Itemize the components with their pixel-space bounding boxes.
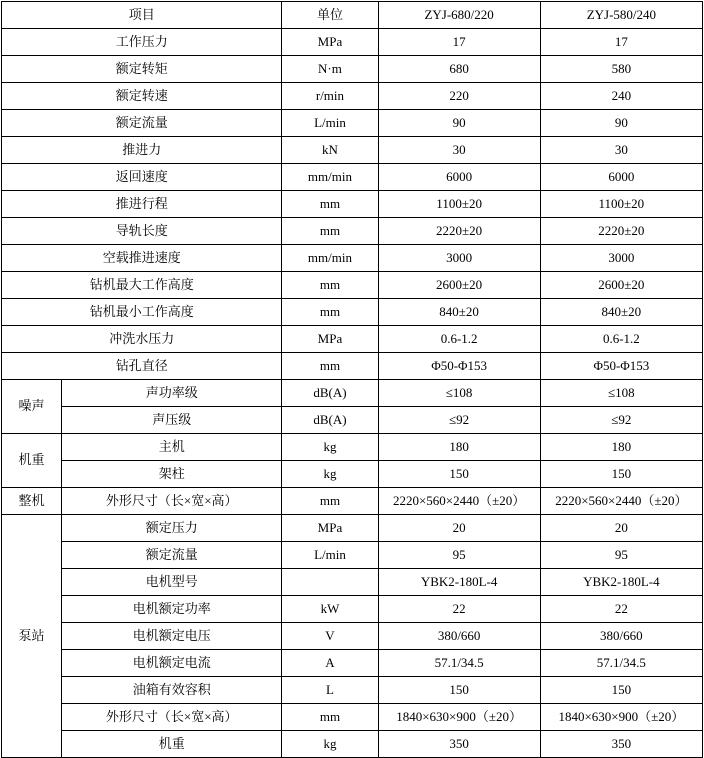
- unit-cell: kg: [282, 461, 378, 488]
- table-row: [2, 164, 703, 191]
- table-row: [2, 569, 703, 596]
- value-cell-model-1: 2220±20: [378, 218, 540, 245]
- item-cell: 导轨长度: [2, 218, 282, 245]
- unit-cell: kg: [282, 434, 378, 461]
- table-row: [2, 434, 703, 461]
- value-cell-model-2: 6000: [540, 164, 702, 191]
- table-row: [2, 596, 703, 623]
- table-row: [2, 218, 703, 245]
- table-row: [2, 56, 703, 83]
- unit-cell: mm: [282, 488, 378, 515]
- value-cell-model-2: 30: [540, 137, 702, 164]
- value-cell-model-1: Φ50-Φ153: [378, 353, 540, 380]
- value-cell-model-1: 2600±20: [378, 272, 540, 299]
- table-row: [2, 461, 703, 488]
- item-cell: 返回速度: [2, 164, 282, 191]
- value-cell-model-1: YBK2-180L-4: [378, 569, 540, 596]
- group-label-cell: 机重: [2, 434, 62, 488]
- value-cell-model-1: 22: [378, 596, 540, 623]
- table-row: [2, 326, 703, 353]
- item-cell: 电机额定电流: [62, 650, 282, 677]
- unit-cell: mm: [282, 704, 378, 731]
- table-row: [2, 110, 703, 137]
- item-cell: 声功率级: [62, 380, 282, 407]
- table-header-row: [2, 2, 703, 29]
- unit-cell: 单位: [282, 2, 378, 29]
- item-cell: 额定转矩: [2, 56, 282, 83]
- value-cell-model-2: 17: [540, 29, 702, 56]
- item-cell: 油箱有效容积: [62, 677, 282, 704]
- unit-cell: mm/min: [282, 245, 378, 272]
- value-cell-model-1: ≤92: [378, 407, 540, 434]
- value-cell-model-2: Φ50-Φ153: [540, 353, 702, 380]
- table-row: [2, 245, 703, 272]
- item-cell: 额定转速: [2, 83, 282, 110]
- value-cell-model-2: 150: [540, 677, 702, 704]
- value-cell-model-1: 680: [378, 56, 540, 83]
- table-row: [2, 623, 703, 650]
- table-row: [2, 272, 703, 299]
- value-cell-model-1: ZYJ-680/220: [378, 2, 540, 29]
- value-cell-model-2: ≤108: [540, 380, 702, 407]
- unit-cell: mm: [282, 218, 378, 245]
- value-cell-model-2: 1840×630×900（±20）: [540, 704, 702, 731]
- unit-cell: L/min: [282, 542, 378, 569]
- value-cell-model-2: ≤92: [540, 407, 702, 434]
- unit-cell: L/min: [282, 110, 378, 137]
- value-cell-model-1: 20: [378, 515, 540, 542]
- item-cell: 钻机最大工作高度: [2, 272, 282, 299]
- value-cell-model-2: 90: [540, 110, 702, 137]
- table-row: [2, 542, 703, 569]
- value-cell-model-2: 240: [540, 83, 702, 110]
- item-cell: 推进行程: [2, 191, 282, 218]
- item-cell: 电机额定功率: [62, 596, 282, 623]
- item-cell: 声压级: [62, 407, 282, 434]
- value-cell-model-1: 220: [378, 83, 540, 110]
- value-cell-model-2: YBK2-180L-4: [540, 569, 702, 596]
- unit-cell: mm: [282, 272, 378, 299]
- value-cell-model-1: 1840×630×900（±20）: [378, 704, 540, 731]
- value-cell-model-1: 3000: [378, 245, 540, 272]
- value-cell-model-1: 2220×560×2440（±20）: [378, 488, 540, 515]
- value-cell-model-2: 350: [540, 731, 702, 758]
- item-cell: 推进力: [2, 137, 282, 164]
- value-cell-model-2: 2220±20: [540, 218, 702, 245]
- table-row: [2, 29, 703, 56]
- unit-cell: dB(A): [282, 407, 378, 434]
- item-cell: 外形尺寸（长×宽×高）: [62, 488, 282, 515]
- specification-table: [1, 1, 703, 758]
- value-cell-model-2: ZYJ-580/240: [540, 2, 702, 29]
- unit-cell: [282, 569, 378, 596]
- table-row: [2, 191, 703, 218]
- value-cell-model-1: 57.1/34.5: [378, 650, 540, 677]
- table-row: [2, 650, 703, 677]
- item-cell: 主机: [62, 434, 282, 461]
- unit-cell: V: [282, 623, 378, 650]
- value-cell-model-1: 95: [378, 542, 540, 569]
- unit-cell: kg: [282, 731, 378, 758]
- value-cell-model-1: 350: [378, 731, 540, 758]
- table-row: [2, 515, 703, 542]
- value-cell-model-2: 95: [540, 542, 702, 569]
- table-row: [2, 488, 703, 515]
- unit-cell: mm/min: [282, 164, 378, 191]
- item-cell: 项目: [2, 2, 282, 29]
- value-cell-model-2: 180: [540, 434, 702, 461]
- value-cell-model-1: 150: [378, 677, 540, 704]
- unit-cell: mm: [282, 299, 378, 326]
- value-cell-model-2: 150: [540, 461, 702, 488]
- value-cell-model-2: 580: [540, 56, 702, 83]
- table-row: [2, 353, 703, 380]
- value-cell-model-2: 380/660: [540, 623, 702, 650]
- item-cell: 电机型号: [62, 569, 282, 596]
- value-cell-model-2: 22: [540, 596, 702, 623]
- value-cell-model-1: 150: [378, 461, 540, 488]
- value-cell-model-2: 0.6-1.2: [540, 326, 702, 353]
- value-cell-model-1: 180: [378, 434, 540, 461]
- table-row: [2, 380, 703, 407]
- value-cell-model-1: 380/660: [378, 623, 540, 650]
- value-cell-model-2: 1100±20: [540, 191, 702, 218]
- unit-cell: MPa: [282, 515, 378, 542]
- item-cell: 额定流量: [2, 110, 282, 137]
- item-cell: 额定压力: [62, 515, 282, 542]
- value-cell-model-1: ≤108: [378, 380, 540, 407]
- unit-cell: kW: [282, 596, 378, 623]
- table-row: [2, 137, 703, 164]
- unit-cell: L: [282, 677, 378, 704]
- item-cell: 空载推进速度: [2, 245, 282, 272]
- value-cell-model-1: 30: [378, 137, 540, 164]
- table-row: [2, 677, 703, 704]
- item-cell: 工作压力: [2, 29, 282, 56]
- value-cell-model-2: 57.1/34.5: [540, 650, 702, 677]
- group-label-cell: 整机: [2, 488, 62, 515]
- unit-cell: A: [282, 650, 378, 677]
- value-cell-model-1: 1100±20: [378, 191, 540, 218]
- item-cell: 外形尺寸（长×宽×高）: [62, 704, 282, 731]
- value-cell-model-2: 2220×560×2440（±20）: [540, 488, 702, 515]
- unit-cell: MPa: [282, 29, 378, 56]
- table-row: [2, 83, 703, 110]
- value-cell-model-2: 20: [540, 515, 702, 542]
- value-cell-model-1: 17: [378, 29, 540, 56]
- unit-cell: dB(A): [282, 380, 378, 407]
- value-cell-model-2: 840±20: [540, 299, 702, 326]
- table-row: [2, 704, 703, 731]
- item-cell: 额定流量: [62, 542, 282, 569]
- table-row: [2, 731, 703, 758]
- value-cell-model-1: 6000: [378, 164, 540, 191]
- unit-cell: mm: [282, 353, 378, 380]
- item-cell: 架柱: [62, 461, 282, 488]
- value-cell-model-1: 840±20: [378, 299, 540, 326]
- table-row: [2, 407, 703, 434]
- unit-cell: N·m: [282, 56, 378, 83]
- item-cell: 机重: [62, 731, 282, 758]
- unit-cell: kN: [282, 137, 378, 164]
- value-cell-model-2: 3000: [540, 245, 702, 272]
- item-cell: 冲洗水压力: [2, 326, 282, 353]
- unit-cell: r/min: [282, 83, 378, 110]
- item-cell: 钻机最小工作高度: [2, 299, 282, 326]
- item-cell: 钻孔直径: [2, 353, 282, 380]
- unit-cell: MPa: [282, 326, 378, 353]
- table-body: [2, 2, 703, 758]
- item-cell: 电机额定电压: [62, 623, 282, 650]
- group-label-cell: 泵站: [2, 515, 62, 758]
- value-cell-model-1: 90: [378, 110, 540, 137]
- table-row: [2, 299, 703, 326]
- unit-cell: mm: [282, 191, 378, 218]
- group-label-cell: 噪声: [2, 380, 62, 434]
- value-cell-model-2: 2600±20: [540, 272, 702, 299]
- value-cell-model-1: 0.6-1.2: [378, 326, 540, 353]
